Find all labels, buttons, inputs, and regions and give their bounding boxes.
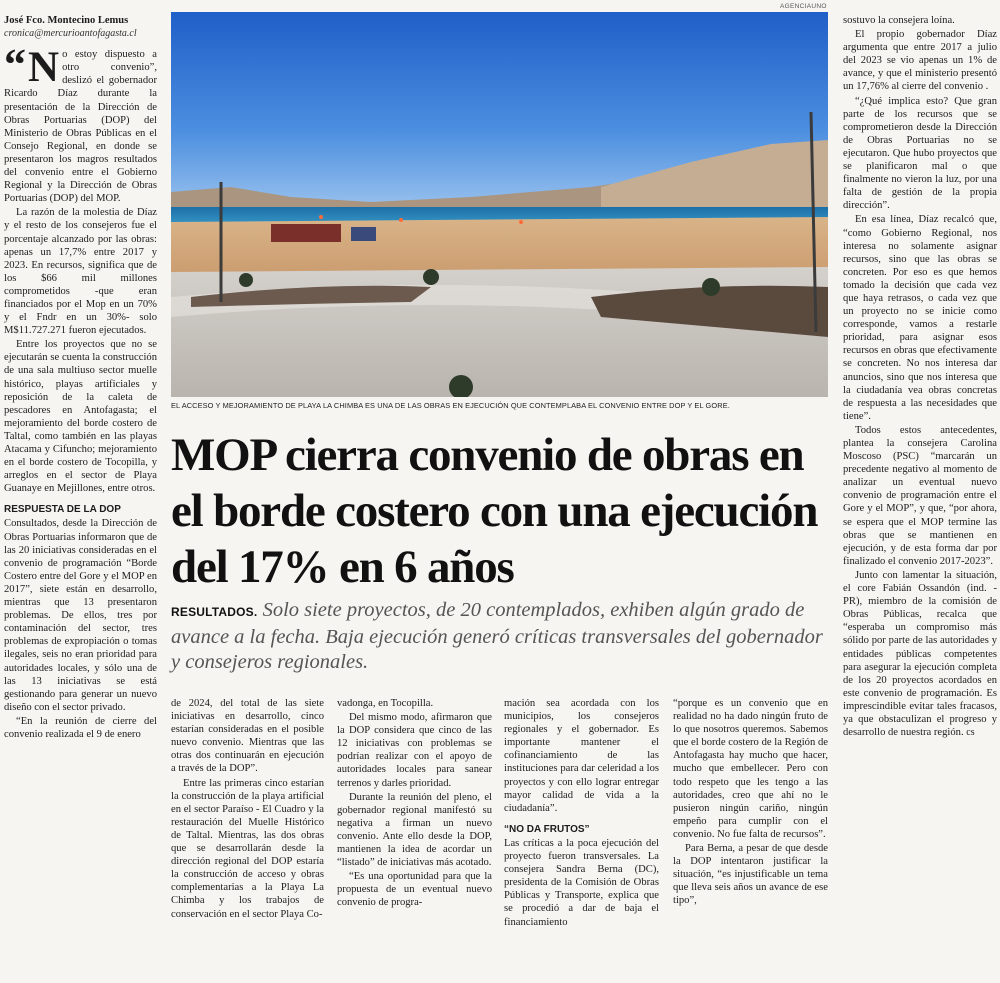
byline-email[interactable]: cronica@mercurioantofagasta.cl	[4, 28, 137, 40]
deck-tag: RESULTADOS.	[171, 605, 258, 619]
photo-credit: AGENCIAUNO	[780, 3, 827, 10]
paragraph: “Es una oportunidad para que la propuesta de un eventual nuevo convenio de progra-	[337, 871, 492, 909]
byline-author: José Fco. Montecino Lemus	[4, 15, 129, 26]
paragraph: Para Berna, a pesar de que desde la DOP intentaron justificar la situación, “es injustificable un tema que lleva seis años un avance de ese tipo”,	[673, 843, 828, 907]
article-column-6	[843, 14, 997, 980]
paragraph: La razón de la molestia de Díaz y el resto de los consejeros fue el porcentaje alcanzado por las obras: apenas un 17,7% entre 2017 y 2023. En recursos, significa que de los $66 mil millones comprometidos -que eran financiados por el Mop en un 70% y el Fndr en un 30%- solo M$11.727.271 fueron ejecutados.	[4, 207, 157, 337]
paragraph: Entre las primeras cinco estarían la construcción de la playa artificial en el sector Paraíso - El Cuadro y la restauración del Muelle Histórico de Taltal. Mientras, las dos obras que se desarrollarán desde la dirección regional del DOP estaría la construcción de acceso y obras complementarias a la Playa La Chimba y los trabajos de conservación en el sector Playa Co-	[171, 777, 324, 920]
subhead-respuesta: RESPUESTA DE LA DOP	[4, 504, 121, 516]
beach-photo	[171, 12, 828, 397]
end-mark-icon: cs	[966, 727, 975, 739]
article-column-4	[504, 697, 659, 980]
paragraph	[843, 569, 997, 739]
deck	[171, 598, 831, 675]
paragraph: Consultados, desde la Dirección de Obras Portuarias informaron que de las 20 iniciativas consideradas en el convenio de programación “Borde Costero entre del Gore y el MOP en 2017”, siete están en desarrollo, mientras que 13 presentaron problemas. De ellos, tres por contaminación del sector, tres problemas de expropiación o tomas ilegales, seis no eran prioridad para autoridades locales, y sólo una de las 13 iniciativas se está gestionando para generar un nuevo diseño con el sector privado.	[4, 518, 157, 713]
photo-caption: EL ACCESO Y MEJORAMIENTO DE PLAYA LA CHIMBA ES UNA DE LAS OBRAS EN EJECUCIÓN QUE CONTEMPLABA EL CONVENIO ENTRE DOP Y EL GORE.	[171, 401, 730, 410]
beach-photo-illustration	[171, 12, 828, 397]
paragraph: “porque es un convenio que en realidad no ha dado ningún fruto de lo que nosotros queremos. Sabemos que el borde costero de la Región de Antofagasta hay mucho que hacer, mucho que embellecer. Pero con todo respeto que les tengo a las autoridades, creo que ahí no le pusieron ningún cariño, ningún empeño para cumplir con el convenio. No fue falta de recursos”.	[673, 698, 828, 840]
dropcap: N	[28, 44, 60, 92]
paragraph-text: o estoy dispuesto a otro convenio”, deslizó el gobernador Ricardo Díaz durante la presentación de la Dirección de Obras Portuarias (DOP) del Ministerio de Obras Públicas en el Consejo Regional, en donde se presentaron los magros resultados del convenio entre el Gobierno Regional y la Dirección de Obras Portuarias (DOP) del MOP.	[4, 49, 157, 205]
paragraph: El propio gobernador Díaz argumenta que entre 2017 a julio del 2023 se vio apenas un 1% de avance, y que el ministerio presentó un 17,76% al cierre del convenio .	[843, 29, 997, 93]
paragraph: Durante la reunión del pleno, el gobernador regional manifestó su negativa a firman un nuevo convenio. Ante ello desde la DOP, mantienen la idea de acordar un “listado” de iniciativas más acotado.	[337, 791, 492, 869]
paragraph: “En la reunión de cierre del convenio realizada el 9 de enero	[4, 715, 157, 740]
article-column-5	[673, 697, 828, 980]
deck-text: Solo siete proyectos, de 20 contemplados, exhiben algún grado de avance a la fecha. Baja ejecución generó críticas transversales del gobernador y consejeros regionales.	[171, 599, 823, 673]
paragraph: vadonga, en Tocopilla.	[337, 698, 434, 709]
paragraph: Todos estos antecedentes, plantea la consejera Carolina Moscoso (PSC) “marcarán un precedente negativo al momento de analizar un eventual nuevo convenio de programación entre el Gore y el MOP”, y que, “por ahora, se espera que el MOP termine las obras que se mantienen en ejecución, y de esta forma dar por finalizado el convenio 2017-2023”.	[843, 424, 997, 567]
paragraph: En esa línea, Díaz recalcó que, “como Gobierno Regional, nos interesa no solamente asignar recursos, sino que las obras se concreten. Por eso es que hemos tomado la decisión que cada vez que haya retrasos, o cada vez que un proyecto no se inicie como corresponde, vamos a restarle prioridad, para asignar esos recursos en obras que efectivamente se concreten. No nos interesa dar anuncios, sino que nos interesa que la ciudadanía vea obras concretas de respuesta a las necesidades que tiene”.	[843, 214, 997, 422]
opening-quote-mark: “	[4, 40, 26, 90]
paragraph: Entre los proyectos que no se ejecutarán se cuenta la construcción de una sala multiuso sector muelle histórico, playas artificiales y reposición de la caleta de pescadores en Antofagasta; el mejoramiento del borde costero de Taltal, como también en las playas Atacama y Cifuncho; mejoramiento en el borde costero de Tocopilla, y arreglos en el sector de Playa Guanaye en Mejillones, entre otros.	[4, 339, 157, 495]
article-column-3	[337, 697, 492, 980]
article-column-1	[4, 14, 157, 980]
article-column-2	[171, 697, 324, 980]
paragraph: de 2024, del total de las siete iniciativas en desarrollo, cinco estarían consideradas en el posible nuevo convenio. Mientras que las otras dos continuarán en ejecución a través de la DOP”.	[171, 698, 324, 775]
paragraph: Las críticas a la poca ejecución del proyecto fueron transversales. La consejera Sandra Berna (DC), presidenta de la Comisión de Obras Públicas y Transporte, explica que se procedió a dar de baja el financiamiento	[504, 837, 659, 928]
paragraph-text: Junto con lamentar la situación, el core Fabián Ossandón (ind. - PR), miembro de la comisión de Obras Públicas, recalca que “esperaba un compromiso más sólido por parte de las autoridades y entidades públicas competentes para asegurar la ejecución completa de los 20 proyectos acordados en este convenio de programación. Es imprescindible evitar tales fracasos, ya que obstaculizan el progreso y desarrollo de nuestra región.	[843, 569, 997, 739]
lead-paragraph	[4, 40, 157, 205]
paragraph: sostuvo la consejera loína.	[843, 15, 955, 26]
paragraph: Del mismo modo, afirmaron que la DOP considera que cinco de las 12 iniciativas con problemas se podrían realizar con el apoyo de autoridades locales para sanear terrenos y darles prioridad.	[337, 712, 492, 789]
paragraph: mación sea acordada con los municipios, los consejeros regionales y el gobernador. Es importante mantener el cofinanciamiento de las instituciones para dar celeridad a los proyectos y con ello lograr entregar mayor calidad de vida a la ciudadanía”.	[504, 698, 659, 814]
subhead-no-da-frutos: “NO DA FRUTOS”	[504, 823, 590, 835]
paragraph: “¿Qué implica esto? Que gran parte de los recursos que se comprometieron desde la Dirección de Obras Portuarias no se ejecutaron. Que hubo proyectos que se planificaron mal o que finalmente no vieron la luz, por una falta de gestión de la propia dirección”.	[843, 95, 997, 212]
headline: MOP cierra convenio de obras en el borde costero con una ejecución del 17% en 6 años	[171, 429, 818, 593]
